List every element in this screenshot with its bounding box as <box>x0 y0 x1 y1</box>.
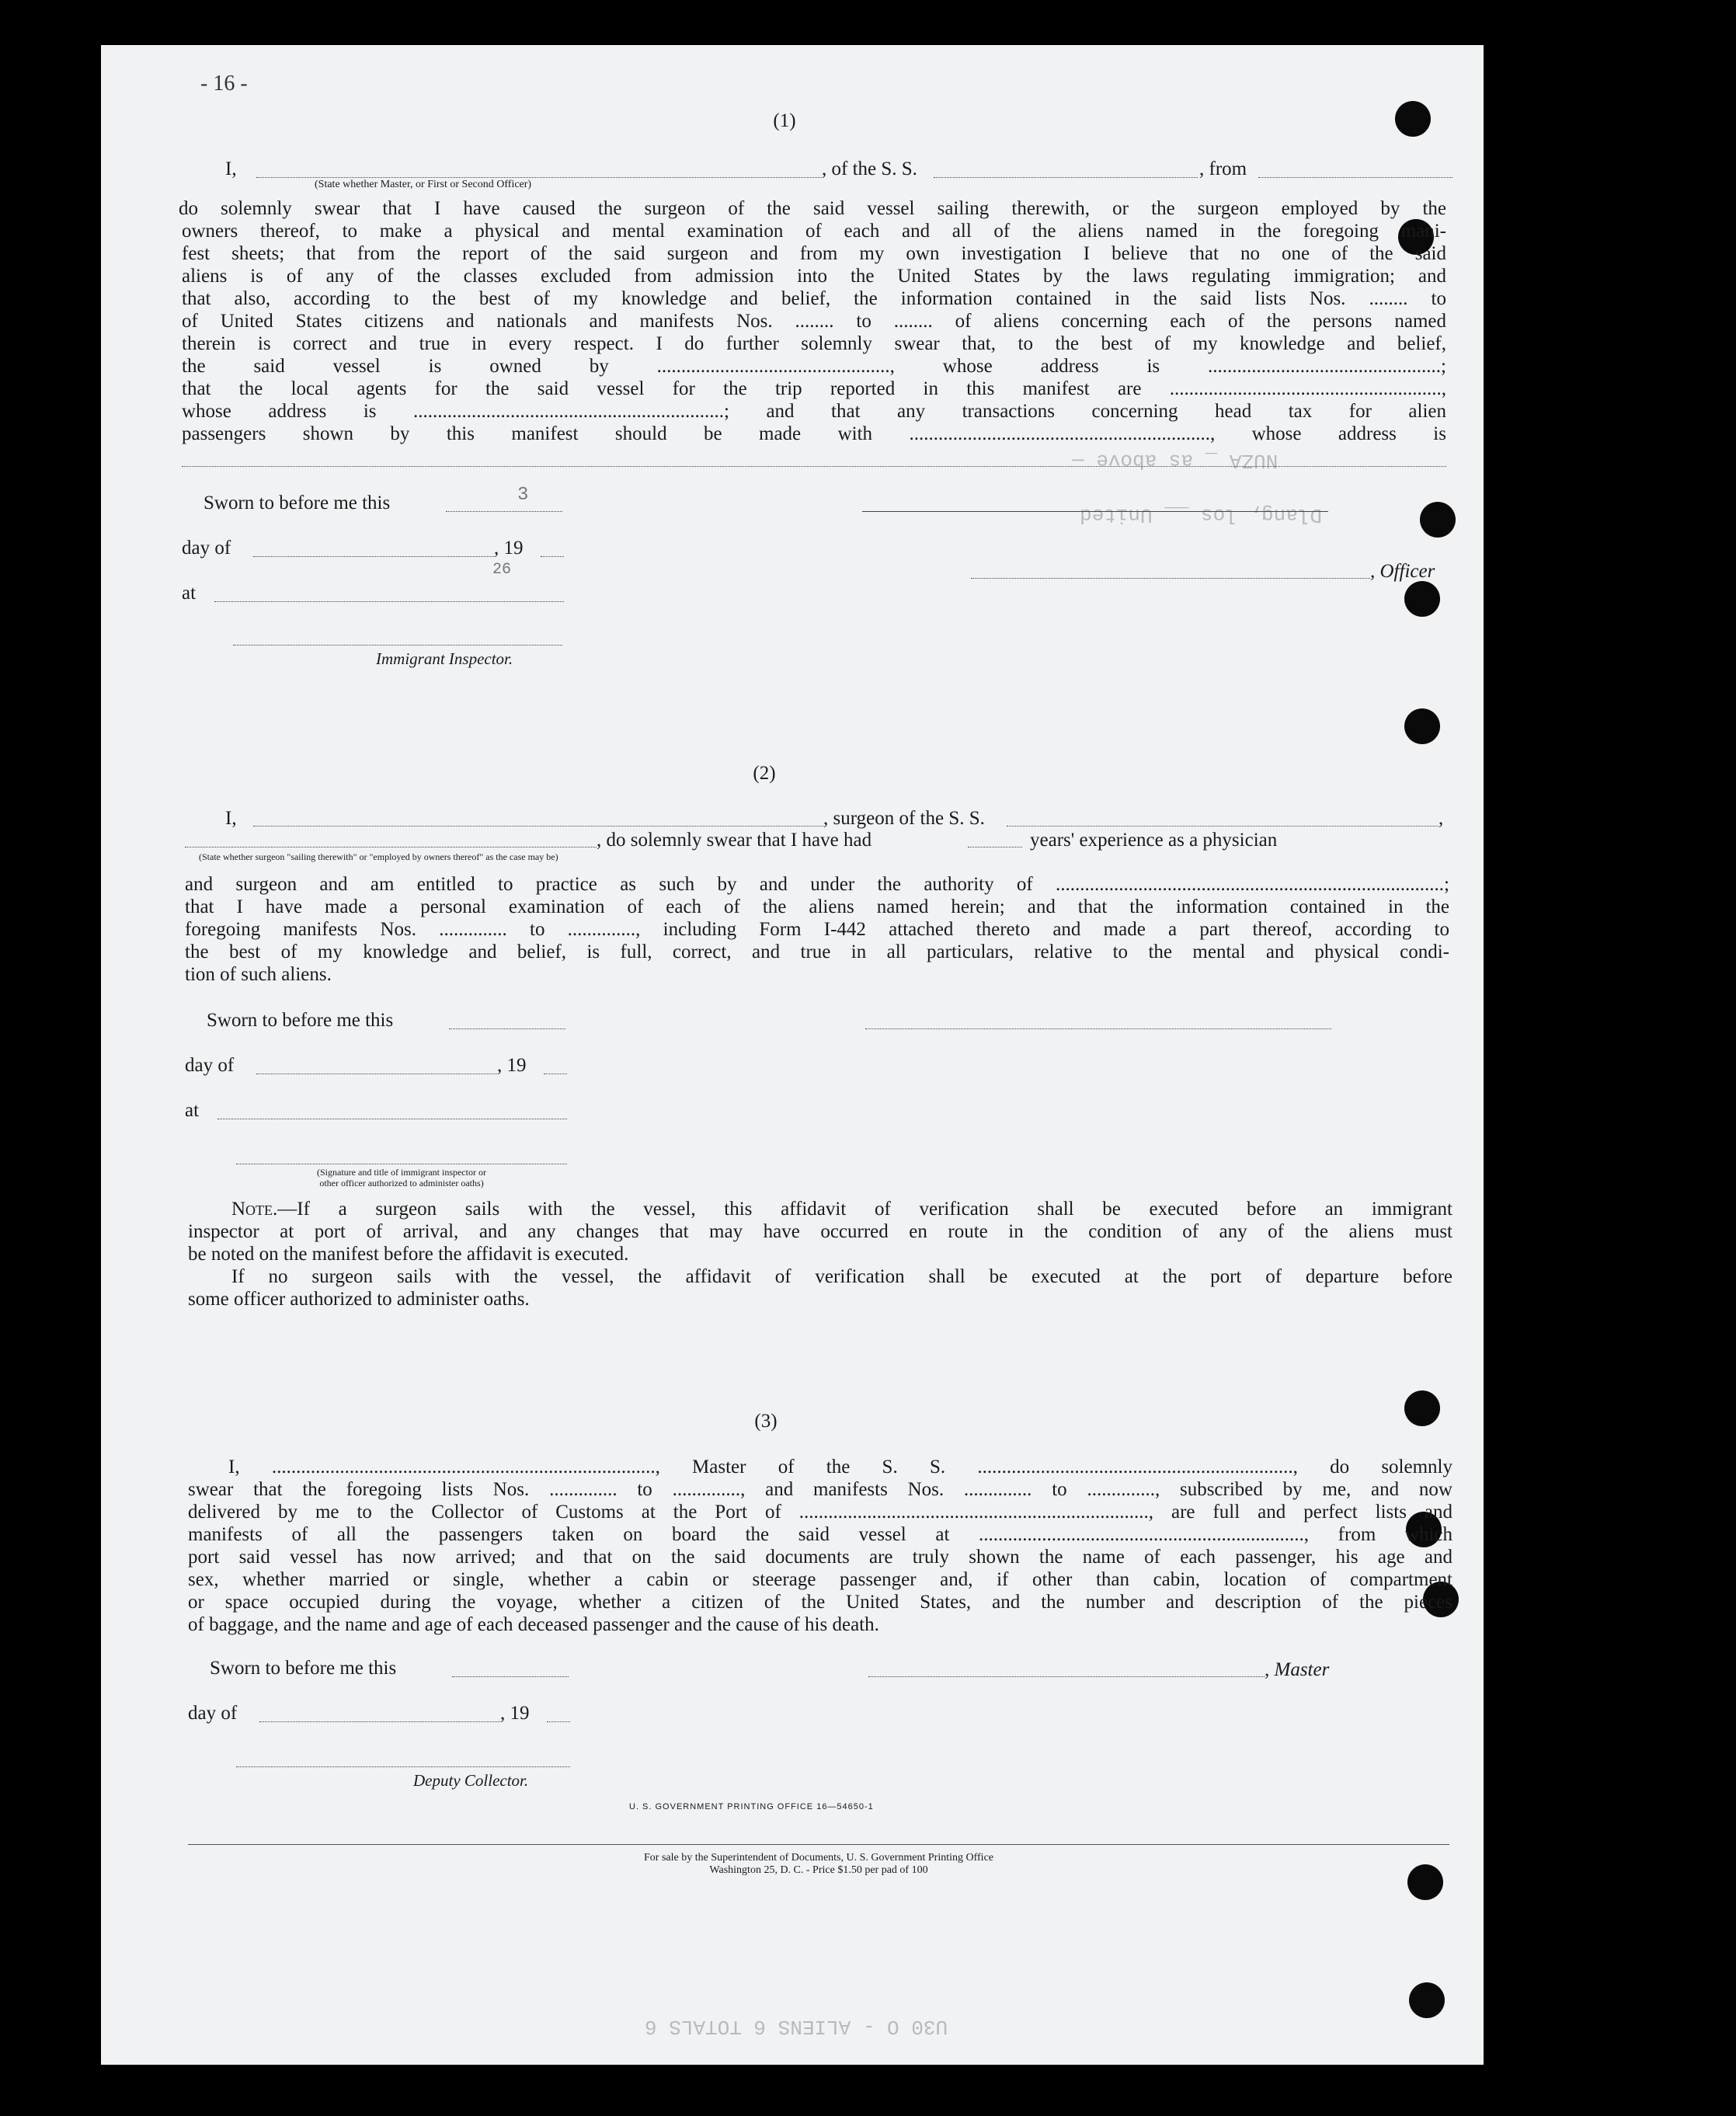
bleed-through-text: NUZA _ as above — <box>1072 449 1279 472</box>
gpo-imprint: U. S. GOVERNMENT PRINTING OFFICE 16—54650-1 <box>629 1802 874 1811</box>
sec3-line: manifests of all the passengers taken on board the said vessel at ..................................................................., from which <box>188 1524 1452 1545</box>
sec3-deputy-label: Deputy Collector. <box>413 1771 529 1790</box>
sec2-note-line: —If a surgeon sails with the vessel, this affidavit of verification shall be executed before an immigrant <box>277 1199 1452 1220</box>
sec1-officer-label: , Officer <box>1370 561 1435 582</box>
sec1-vessel-name-field[interactable] <box>934 177 1198 178</box>
sec1-at-label: at <box>182 583 197 604</box>
sec1-agent-address-field[interactable] <box>182 466 1446 467</box>
sec3-day-of-label: day of <box>188 1703 238 1724</box>
sec3-line: delivered by me to the Collector of Customs at the Port of ........................................................................, are full and perfect lists and <box>188 1502 1452 1523</box>
sec2-surgeon-signature-line[interactable] <box>865 1028 1331 1029</box>
sec1-line: fest sheets; that from the report of the said surgeon and from my own investigation I believe that no one of the said <box>182 243 1446 264</box>
footer-rule <box>188 1844 1449 1845</box>
sec1-sworn-label: Sworn to before me this <box>204 492 391 513</box>
sec3-sworn-label: Sworn to before me this <box>210 1658 397 1679</box>
punch-hole <box>1404 1390 1440 1426</box>
sec2-surgeon-of: , surgeon of the S. S. <box>823 808 985 829</box>
sec3-line: I, ..............................................................................., Master of the S. S. ................................................................., do solemnly <box>228 1456 1452 1477</box>
sec2-i: I, <box>225 808 237 829</box>
sec1-line: passengers shown by this manifest should be made with .............................................................., whose address is <box>182 423 1446 444</box>
sec3-year-prefix: , 19 <box>500 1703 530 1724</box>
footer-line-2: Washington 25, D. C. - Price $1.50 per pad of 100 <box>709 1864 928 1876</box>
sec1-line: do solemnly swear that I have caused the surgeon of the said vessel sailing therewith, or the surgeon employed by the <box>179 198 1446 219</box>
sec2-years-text: years' experience as a physician <box>1030 830 1278 851</box>
sec2-line: and surgeon and am entitled to practice as such by and under the authority of ................................................................................; <box>185 874 1449 895</box>
sec1-line: aliens is of any of the classes excluded from admission into the United States by the laws regulating immigration; and <box>182 266 1446 287</box>
sec2-at-label: at <box>185 1100 200 1121</box>
sec1-line: whose address is ................................................................; and that any transactions concerning head tax for alien <box>182 401 1446 422</box>
sec1-oath-paragraph <box>179 197 1446 220</box>
sec2-note2-line: If no surgeon sails with the vessel, the affidavit of verification shall be executed at the port of departure before <box>231 1266 1452 1287</box>
sec1-officer-signature-field[interactable] <box>971 578 1370 579</box>
section-2-heading: (2) <box>753 763 776 784</box>
sec1-role-note: (State whether Master, or First or Second Officer) <box>315 179 532 190</box>
sec3-line: swear that the foregoing lists Nos. .............. to .............., and manifests Nos. .............. to .............., subscribed by me, and now <box>188 1479 1452 1500</box>
sec2-note2-line: some officer authorized to administer oaths. <box>188 1289 530 1310</box>
sec1-line: that also, according to the best of my knowledge and belief, the information contained in the said lists Nos. ........ to <box>182 288 1446 309</box>
punch-hole <box>1409 1982 1445 2018</box>
sec3-line: of baggage, and the name and age of each deceased passenger and the cause of his death. <box>188 1614 879 1635</box>
sec1-line: owners thereof, to make a physical and mental examination of each and all of the aliens named in the foregoing mani- <box>182 221 1446 242</box>
sec2-surgeon-name-field[interactable] <box>253 826 823 827</box>
punch-hole <box>1404 708 1440 744</box>
sec3-sworn-day-field[interactable] <box>452 1676 569 1677</box>
bleed-through-text: U30 O - ALIENS 6 TOTALS 6 <box>645 2015 948 2038</box>
section-3-heading: (3) <box>754 1411 778 1432</box>
punch-hole <box>1420 502 1456 538</box>
sec1-from: , from <box>1199 158 1247 179</box>
sec1-year-prefix: , 19 <box>494 538 524 559</box>
sec1-line: that the local agents for the said vessel for the trip reported in this manifest are ........................................................, <box>182 378 1446 399</box>
sec2-comma: , <box>1439 808 1444 829</box>
sec1-inspector-label: Immigrant Inspector. <box>376 649 513 668</box>
sec2-oath-paragraph <box>185 873 1449 986</box>
sec1-i: I, <box>225 158 237 179</box>
sec2-sworn-day-field[interactable] <box>449 1028 565 1029</box>
sec2-sworn-label: Sworn to before me this <box>207 1010 394 1031</box>
sec1-officer-signature-top-line[interactable] <box>862 511 1328 512</box>
sec1-year-field[interactable] <box>541 556 564 557</box>
sec2-surgeon-note: (State whether surgeon "sailing therewith" or "employed by owners thereof" as the case may be) <box>199 851 558 862</box>
sec2-line: foregoing manifests Nos. .............. to .............., including Form I-442 attached thereto and made a part thereof, according to <box>185 919 1449 940</box>
sec1-line: of United States citizens and nationals and manifests Nos. ........ to ........ of aliens concerning each of the persons named <box>182 311 1446 332</box>
sec1-handwritten-year: 26 <box>492 561 512 579</box>
punch-hole <box>1395 101 1431 137</box>
sec1-sworn-day-field[interactable] <box>446 511 562 512</box>
sec2-note-first-line <box>188 1198 1452 1220</box>
sec1-handwritten-day: 3 <box>517 485 529 506</box>
sec1-from-port-field[interactable] <box>1258 177 1452 178</box>
sec2-line: the best of my knowledge and belief, is full, correct, and true in all particulars, relative to the mental and physical condi- <box>185 941 1449 962</box>
sec2-note-line: inspector at port of arrival, and any changes that may have occurred en route in the condition of any of the aliens must <box>188 1221 1452 1242</box>
sec1-day-of-label: day of <box>182 538 231 559</box>
sec3-deputy-signature-line[interactable] <box>236 1766 570 1767</box>
sec2-year-prefix: , 19 <box>497 1055 527 1076</box>
form-sheet <box>101 45 1484 2065</box>
section-1-heading: (1) <box>773 110 796 131</box>
sec2-vessel-field[interactable] <box>1007 826 1439 827</box>
punch-hole <box>1404 581 1440 617</box>
sec1-of-ss: , of the S. S. <box>822 158 917 179</box>
sec3-line: sex, whether married or single, whether a cabin or steerage passenger and, if other than cabin, location of compartment <box>188 1569 1452 1590</box>
sec1-line: therein is correct and true in every respect. I do further solemnly swear that, to the best of my knowledge and belief, <box>182 333 1446 354</box>
sec2-swear-text: , do solemnly swear that I have had <box>597 830 872 851</box>
bleed-through-text: Dlang, los __ United <box>1080 503 1323 527</box>
sec1-at-field[interactable] <box>214 601 564 602</box>
sec3-master-label: , Master <box>1265 1659 1330 1680</box>
sec3-year-field[interactable] <box>547 1721 570 1722</box>
sec1-line: the said vessel is owned by ................................................, whose address is ................................................; <box>182 356 1446 377</box>
sec2-line: that I have made a personal examination of each of the aliens named herein; and that the information contained in the <box>185 896 1449 917</box>
sec1-month-field[interactable] <box>253 556 494 557</box>
sec3-line: or space occupied during the voyage, whether a citizen of the United States, and the number and description of the pieces <box>188 1592 1452 1613</box>
sec2-sig-note-2: other officer authorized to administer oaths) <box>319 1178 484 1189</box>
footer-line-1: For sale by the Superintendent of Documents, U. S. Government Printing Office <box>644 1852 993 1864</box>
note-label: Note. <box>231 1199 278 1220</box>
sec2-note-line: be noted on the manifest before the affidavit is executed. <box>188 1244 629 1265</box>
sec3-master-signature-field[interactable] <box>868 1676 1265 1677</box>
sec3-month-field[interactable] <box>259 1721 500 1722</box>
sec1-oath-paragraph-cont <box>182 220 1446 445</box>
page-number: - 16 - <box>200 71 248 96</box>
sec2-sig-note-1: (Signature and title of immigrant inspector or <box>317 1167 486 1178</box>
sec2-note <box>188 1198 1452 1310</box>
sec3-line: port said vessel has now arrived; and that on the said documents are truly shown the name of each passenger, his age and <box>188 1547 1452 1568</box>
sec2-line: tion of such aliens. <box>185 964 332 985</box>
sec1-inspector-signature-line[interactable] <box>233 645 562 646</box>
sec1-officer-rank-field[interactable] <box>256 177 822 178</box>
sec3-oath-paragraph <box>188 1456 1452 1636</box>
sec2-day-of-label: day of <box>185 1055 235 1076</box>
